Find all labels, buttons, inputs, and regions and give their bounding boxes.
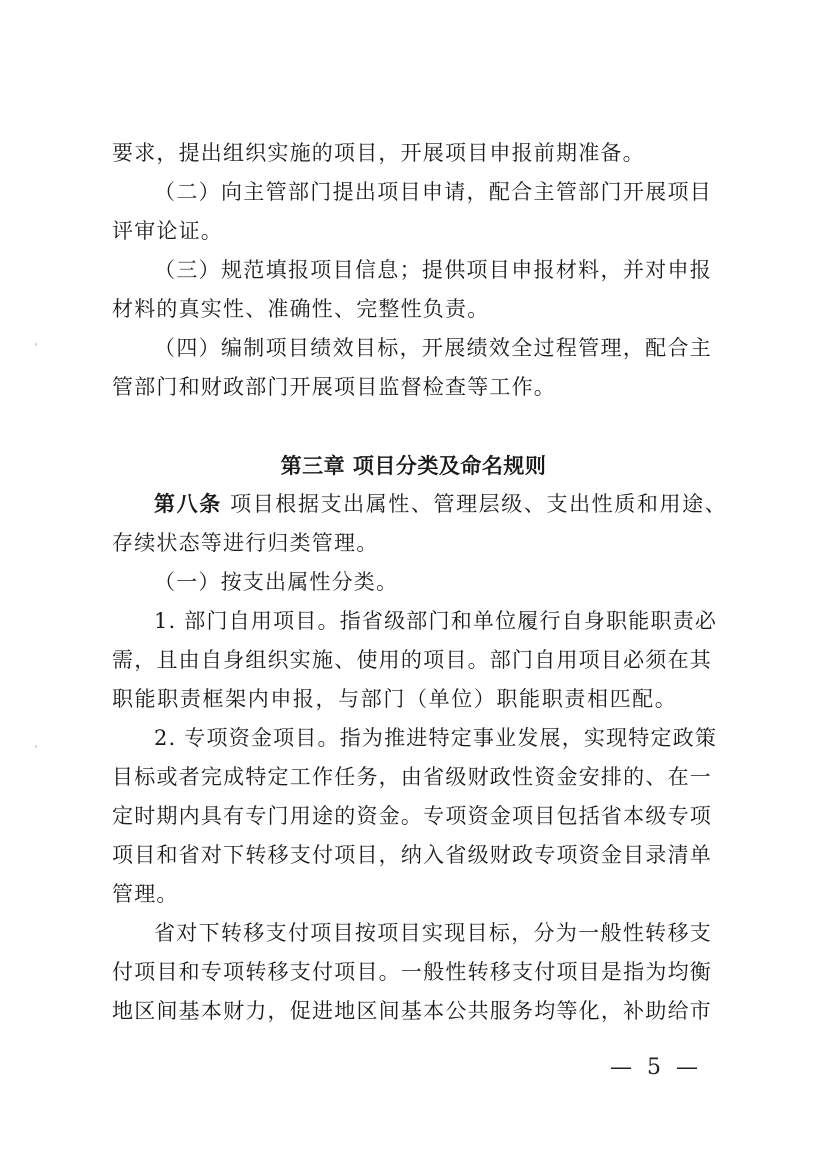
scan-mark — [35, 745, 37, 748]
text-line: 2. 专项资金项目。指为推进特定事业发展，实现特定政策 — [154, 726, 718, 750]
section-article-8 — [112, 485, 728, 1031]
text-line: 付项目和专项转移支付项目。一般性转移支付项目是指为均衡 — [112, 960, 712, 984]
text-line: 地区间基本财力，促进地区间基本公共服务均等化，补助给市 — [112, 999, 712, 1023]
article-text: 项目根据支出属性、管理层级、支出性质和用途、 — [221, 492, 728, 516]
text-line: （一）按支出属性分类。 — [154, 570, 399, 594]
text-line: （二）向主管部门提出项目申请，配合主管部门开展项目 — [154, 180, 712, 204]
text-line: 存续状态等进行归类管理。 — [112, 531, 379, 555]
page-number: — 5 — — [610, 1055, 702, 1080]
text-line: （四）编制项目绩效目标，开展绩效全过程管理，配合主 — [154, 336, 712, 360]
text-line: 定时期内具有专门用途的资金。专项资金项目包括省本级专项 — [112, 804, 712, 828]
article-8-line — [112, 485, 728, 524]
text-line: 管理。 — [112, 882, 179, 906]
text-line: 要求，提出组织实施的项目，开展项目申报前期准备。 — [112, 141, 645, 165]
chapter-title: 第三章 项目分类及命名规则 — [280, 454, 547, 478]
text-line: 需，且由自身组织实施、使用的项目。部门自用项目必须在其 — [112, 648, 712, 672]
text-line: 目标或者完成特定工作任务，由省级财政性资金安排的、在一 — [112, 765, 712, 789]
text-line: （三）规范填报项目信息；提供项目申报材料，并对申报 — [154, 258, 712, 282]
scan-mark — [35, 343, 37, 346]
text-line: 管部门和财政部门开展项目监督检查等工作。 — [112, 375, 556, 399]
text-line: 项目和省对下转移支付项目，纳入省级财政专项资金目录清单 — [112, 843, 712, 867]
article-heading: 第八条 — [154, 492, 222, 516]
text-line: 省对下转移支付项目按项目实现目标，分为一般性转移支 — [154, 921, 712, 945]
section-top — [112, 134, 712, 407]
text-line: 材料的真实性、准确性、完整性负责。 — [112, 297, 490, 321]
text-line: 职能职责框架内申报，与部门（单位）职能职责相匹配。 — [112, 687, 677, 711]
text-line: 1. 部门自用项目。指省级部门和单位履行自身职能职责必 — [154, 609, 718, 633]
text-line: 评审论证。 — [112, 219, 223, 243]
